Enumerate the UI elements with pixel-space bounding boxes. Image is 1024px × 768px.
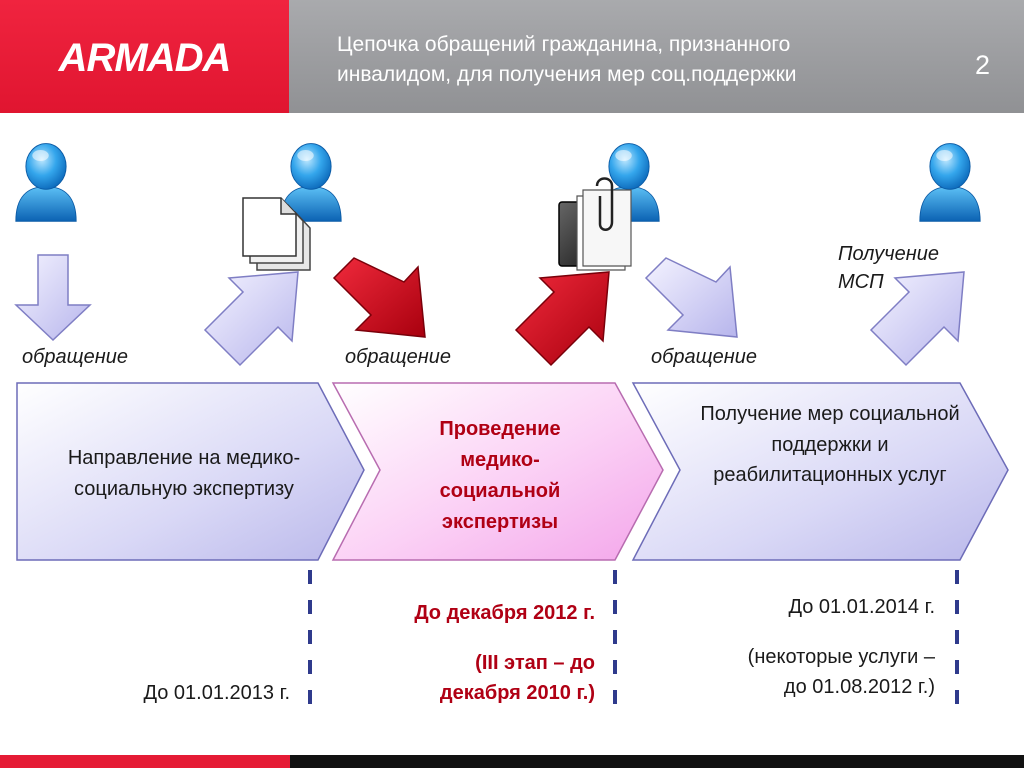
stage-label-2: Проведение медико-социальной экспертизы [439,418,561,533]
deadline-1: До 01.01.2013 г. [143,682,290,704]
deadline-2-note [330,648,595,708]
appeal-label-1: обращение [22,346,129,368]
receipt-label-line-2: МСП [838,271,884,293]
stage-label-1: Направление на медико-социальную экспертизу [67,447,301,500]
page-number: 2 [974,50,990,80]
stage-label-3: Получение мер социальной поддержки и реабилитационных услуг [700,403,960,486]
deadline-2-line-2: (III этап – до [475,652,595,674]
appeal-arrow-down-2 [334,258,425,337]
person-icon-1 [16,144,76,222]
deadline-3-line-2: (некоторые услуги – [747,646,935,668]
logo: ARMADA [58,36,231,80]
bottom-bar [0,755,1024,768]
appeal-label-2: обращение [345,346,452,368]
appeal-arrow-down-3 [646,258,737,337]
receipt-label-line-1: Получение [838,243,939,265]
deadline-2-line-3: декабря 2010 г.) [439,682,595,704]
appeal-arrow-down-1 [16,255,90,340]
receipt-label [838,240,939,296]
folder-icon [559,179,631,271]
person-icon-4 [920,144,980,222]
deadline-3-line-1: До 01.01.2014 г. [788,596,935,618]
return-arrow-up-1 [205,272,298,365]
return-arrow-up-2 [516,272,609,365]
appeal-label-3: обращение [651,346,758,368]
deadline-3-note [640,642,935,702]
title-line-2: инвалидом, для получения мер соц.поддержки [337,63,797,86]
deadline-2-line-1: До декабря 2012 г. [414,602,595,624]
deadline-3-line-3: до 01.08.2012 г.) [783,676,935,698]
title-line-1: Цепочка обращений гражданина, признанного [337,33,791,56]
